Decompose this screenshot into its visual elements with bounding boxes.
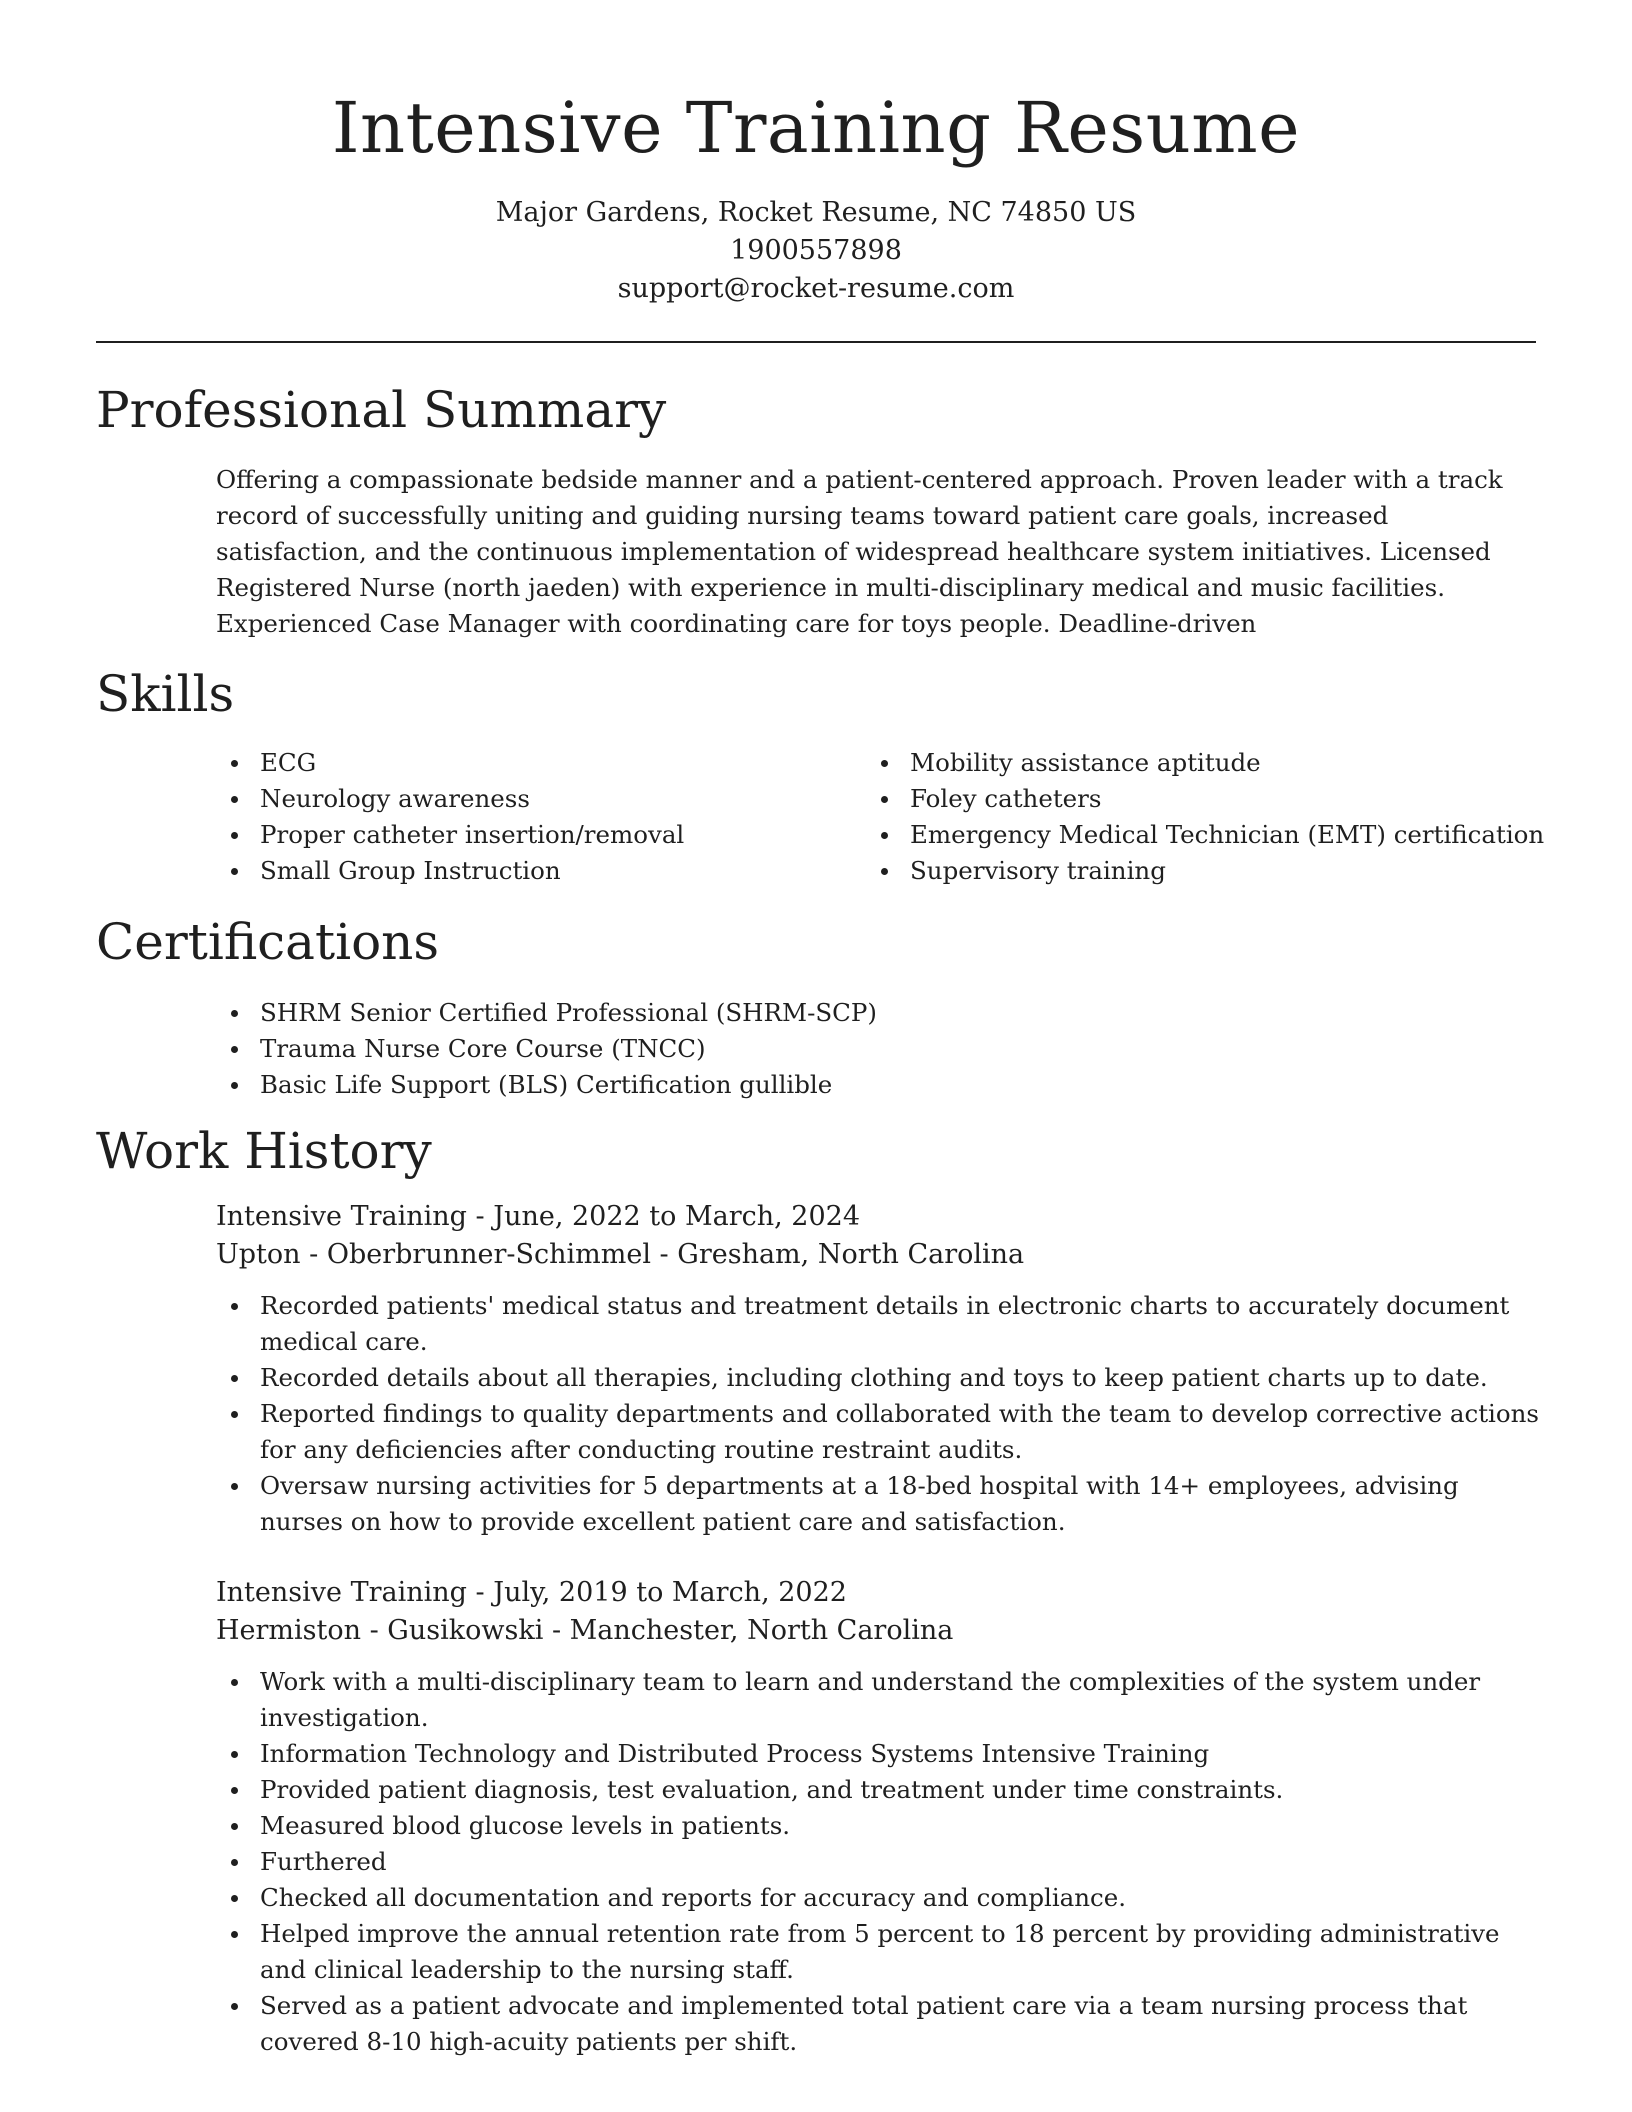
job-separator: - (659, 1239, 678, 1270)
job-bullet: Work with a multi-disciplinary team to learn and understand the complexities of the system under investigation. (216, 1664, 1546, 1736)
work-history-heading: Work History (96, 1122, 432, 1180)
certifications-heading: Certifications (96, 913, 440, 971)
certification-item: Trauma Nurse Core Course (TNCC) (216, 1031, 1536, 1067)
job-bullet-list (216, 1664, 1546, 2060)
header-divider (96, 341, 1536, 343)
skill-item: Neurology awareness (216, 781, 856, 817)
job-position: Intensive Training (216, 1201, 467, 1232)
certification-item: SHRM Senior Certified Professional (SHRM-SCP) (216, 995, 1536, 1031)
job-entry (216, 1198, 1546, 1540)
job-location: Gresham, North Carolina (677, 1239, 1025, 1270)
job-company-line (216, 1612, 1546, 1650)
skill-item: Small Group Instruction (216, 853, 856, 889)
skill-item: Foley catheters (866, 781, 1546, 817)
job-bullet: Checked all documentation and reports for accuracy and compliance. (216, 1880, 1546, 1916)
job-bullet: Information Technology and Distributed Process Systems Intensive Training (216, 1736, 1546, 1772)
job-bullet: Recorded patients' medical status and treatment details in electronic charts to accurately document medical care. (216, 1288, 1546, 1360)
job-dates: June, 2022 to March, 2024 (493, 1201, 861, 1232)
job-dates: July, 2019 to March, 2022 (493, 1577, 847, 1608)
job-bullet: Measured blood glucose levels in patients. (216, 1808, 1546, 1844)
contact-address: Major Gardens, Rocket Resume, NC 74850 US (495, 197, 1137, 228)
skill-item: ECG (216, 745, 856, 781)
job-bullet-list (216, 1288, 1546, 1540)
skill-item: Supervisory training (866, 853, 1546, 889)
certification-item: Basic Life Support (BLS) Certification gullible (216, 1067, 1536, 1103)
job-title-line (216, 1574, 1546, 1612)
skills-list-left (216, 745, 856, 889)
resume-header (0, 0, 1632, 308)
job-bullet: Reported findings to quality departments and collaborated with the team to develop corrective actions for any deficiencies after conducting routine restraint audits. (216, 1396, 1546, 1468)
summary-text: Offering a compassionate bedside manner and a patient-centered approach. Proven leader with a track record of successfully uniting and guiding nursing teams toward patient care goals, increased satisfaction, and the continuous implementation of widespread healthcare system initiatives. Licensed Registered Nurse (north jaeden) with experience in multi-disciplinary medical and music facilities. Experienced Case Manager with coordinating care for toys people. Deadline-driven (216, 465, 1503, 638)
job-bullet: Oversaw nursing activities for 5 departments at a 18-bed hospital with 14+ employees, advising nurses on how to provide excellent patient care and satisfaction. (216, 1468, 1546, 1540)
skills-heading: Skills (96, 665, 235, 723)
job-bullet: Provided patient diagnosis, test evaluation, and treatment under time constraints. (216, 1772, 1546, 1808)
job-company: Hermiston - Gusikowski (216, 1615, 544, 1646)
job-entry (216, 1574, 1546, 2060)
job-title-line (216, 1198, 1546, 1236)
job-position: Intensive Training (216, 1577, 467, 1608)
contact-email: support@rocket-resume.com (617, 273, 1015, 304)
resume-name: Intensive Training Resume (331, 87, 1301, 169)
job-bullet: Furthered (216, 1844, 1546, 1880)
contact-phone: 1900557898 (730, 235, 902, 266)
summary-heading: Professional Summary (96, 381, 667, 439)
job-bullet: Recorded details about all therapies, including clothing and toys to keep patient charts up to date. (216, 1360, 1546, 1396)
job-bullet: Helped improve the annual retention rate from 5 percent to 18 percent by providing administrative and clinical leadership to the nursing staff. (216, 1916, 1546, 1988)
job-company-line (216, 1236, 1546, 1274)
skill-item: Mobility assistance aptitude (866, 745, 1546, 781)
job-separator: - (475, 1201, 494, 1232)
certifications-list (216, 995, 1536, 1103)
contact-block (0, 194, 1632, 308)
skills-list-right (866, 745, 1546, 889)
job-bullet: Served as a patient advocate and implemented total patient care via a team nursing process that covered 8-10 high-acuity patients per shift. (216, 1988, 1546, 2060)
job-separator: - (475, 1577, 494, 1608)
job-location: Manchester, North Carolina (569, 1615, 954, 1646)
skill-item: Emergency Medical Technician (EMT) certification (866, 817, 1546, 853)
job-company: Upton - Oberbrunner-Schimmel (216, 1239, 651, 1270)
job-separator: - (551, 1615, 570, 1646)
skill-item: Proper catheter insertion/removal (216, 817, 856, 853)
